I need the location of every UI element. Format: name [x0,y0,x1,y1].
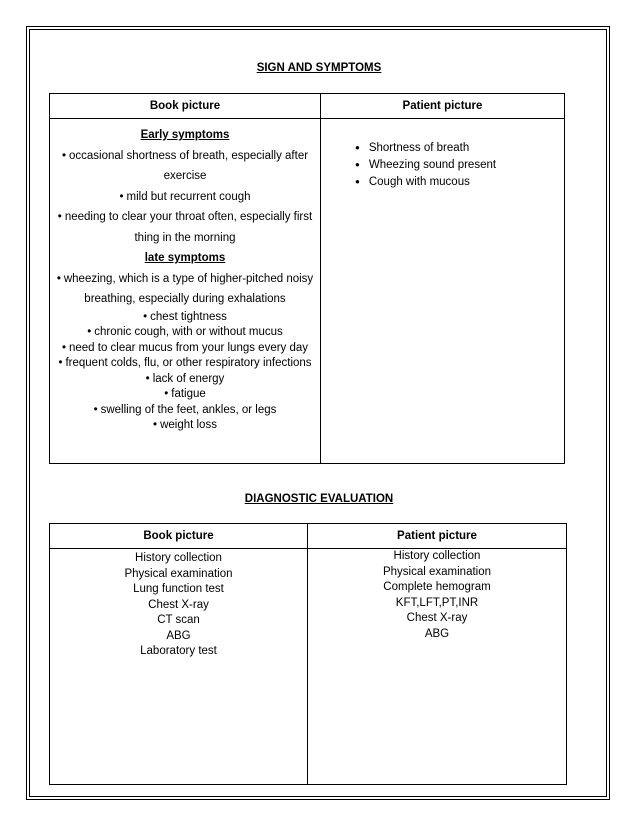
diag-book-item: CT scan [157,614,200,626]
diag-book-cell [50,549,308,785]
diagnostic-table [49,523,567,785]
diag-patient-picture-header: Patient picture [308,524,567,549]
patient-symptom-item: ● Cough with mucous [355,174,564,191]
symptom-line: • weight loss [50,418,320,434]
symptom-line: • frequent colds, flu, or other respiratory infections [50,356,320,372]
diag-book-item: Chest X-ray [148,598,209,611]
diag-patient-item: Chest X-ray [406,612,468,624]
patient-symptoms-list [321,119,564,191]
patient-symptom-item: ● Wheezing sound present [355,157,564,174]
diag-patient-cell [308,549,567,785]
diag-book-item: ABG [166,629,191,642]
symptom-line: • needing to clear your throat often, especially first [50,207,320,228]
symptom-line: • mild but recurrent cough [50,187,320,208]
diag-book-item: History collection [135,552,222,564]
book-picture-header: Book picture [50,94,321,119]
patient-symptoms-cell [321,119,565,464]
patient-picture-header: Patient picture [321,94,565,119]
book-symptoms-list [50,119,320,434]
diag-patient-item: History collection [393,550,481,562]
diag-patient-item: ABG [424,627,450,640]
diag-book-item: Physical examination [124,567,233,580]
symptom-line: • swelling of the feet, ankles, or legs [50,403,320,419]
sign-symptoms-title: SIGN AND SYMPTOMS [256,62,382,74]
book-symptoms-cell [50,119,321,464]
symptom-subheading: Early symptoms [140,129,230,141]
symptom-line: breathing, especially during exhalations [84,293,286,305]
patient-symptom-item: ● Shortness of breath [355,140,564,157]
diag-patient-item: Physical examination [382,565,492,578]
diag-patient-list [308,549,566,642]
symptom-line: • chest tightness [50,310,320,326]
diag-book-list [50,549,307,660]
diag-patient-item: KFT,LFT,PT,INR [395,596,479,609]
symptom-line: exercise [163,170,207,182]
symptom-line: thing in the morning [134,231,236,244]
diagnostic-title: DIAGNOSTIC EVALUATION [244,493,394,505]
diag-book-item: Lung function test [133,583,224,595]
symptom-subheading: late symptoms [144,252,226,264]
sign-symptoms-table [49,93,565,464]
symptom-line: • fatigue [50,387,320,403]
symptom-line: • chronic cough, with or without mucus [50,325,320,341]
diag-book-picture-header: Book picture [50,524,308,549]
symptom-line: • lack of energy [50,372,320,388]
diag-book-item: Laboratory test [140,645,217,657]
symptom-line: • need to clear mucus from your lungs every day [50,341,320,357]
symptom-line: • occasional shortness of breath, especially after [50,146,320,167]
diag-patient-item: Complete hemogram [383,581,491,593]
symptom-line: • wheezing, which is a type of higher-pitched noisy [50,269,320,290]
